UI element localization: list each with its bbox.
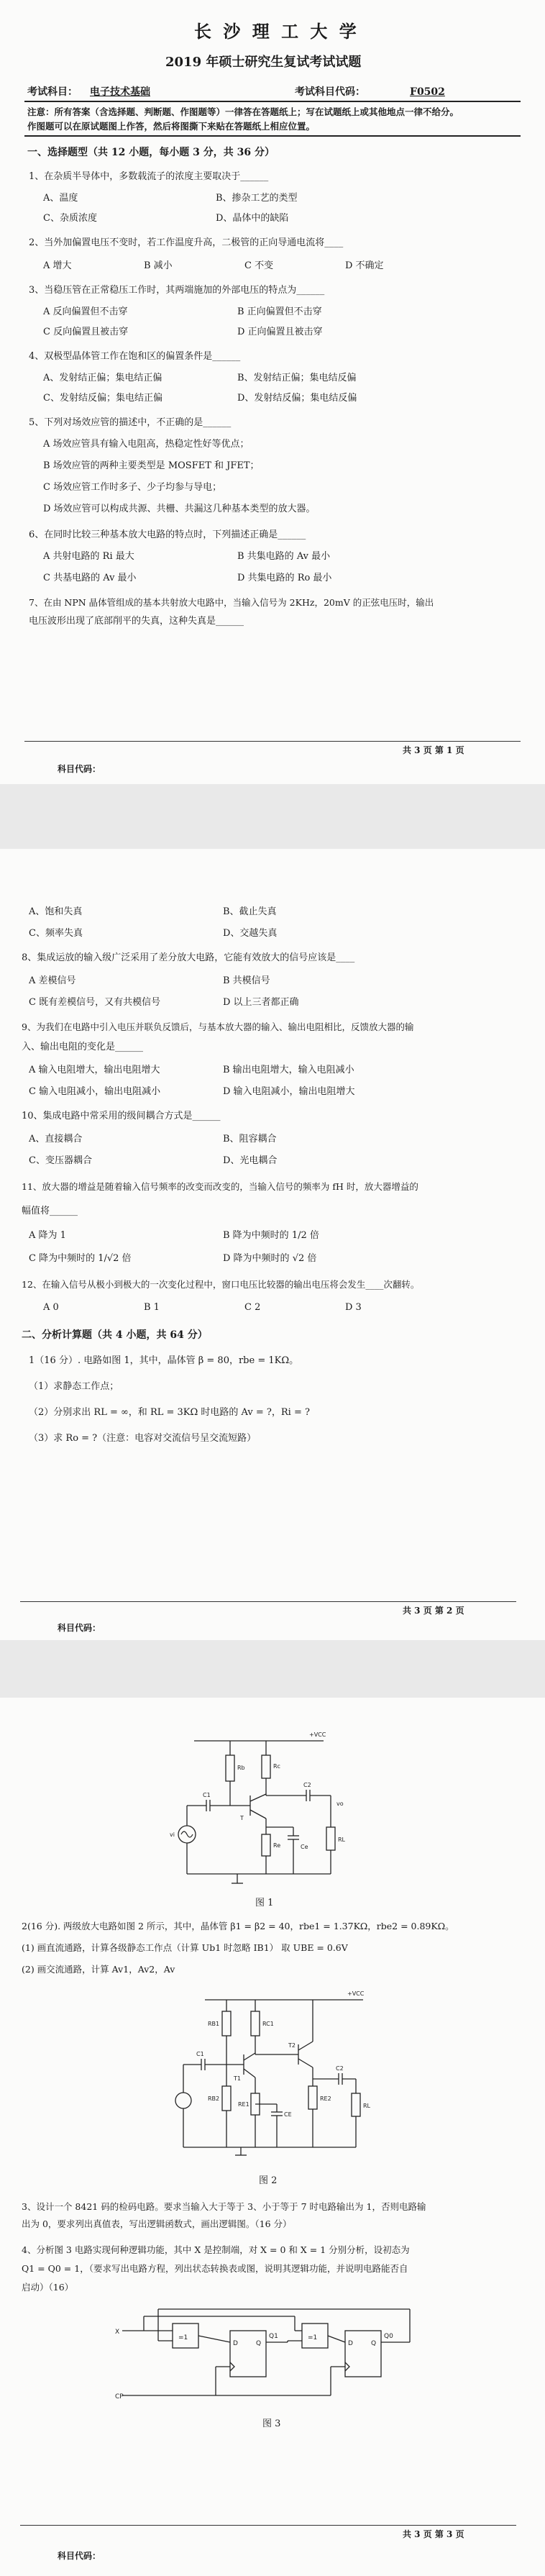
fig1-label-ce: Ce — [301, 1844, 308, 1850]
figure-2-caption: 图 2 — [259, 2175, 278, 2186]
problem-1-part-1: （1）求静态工作点； — [29, 1381, 119, 1392]
figure-1-caption: 图 1 — [255, 1898, 274, 1908]
page-gap — [0, 784, 545, 849]
q11-option-d: D 降为中频时的 √2 倍 — [223, 1253, 317, 1264]
fig2-label-rb2: RB2 — [208, 2095, 220, 2102]
fig3-label-xor-2: =1 — [308, 2334, 318, 2341]
problem-4-line-2: Q1 = Q0 = 1，（要求写出电路方程，列出状态转换表或图，说明其逻辑功能，并说明电路能否自 — [22, 2263, 408, 2274]
q4-option-b: B、发射结正偏；集电结反偏 — [237, 373, 357, 383]
fig2-label-rb1: RB1 — [208, 2021, 220, 2027]
fig3-label-q1-pin: Q — [256, 2340, 262, 2347]
q7-option-b: B、截止失真 — [223, 906, 277, 917]
q12-option-b: B 1 — [144, 1302, 160, 1313]
exam-title: 2019 年硕士研究生复试考试试题 — [165, 55, 362, 70]
fig1-label-vi: vi — [170, 1831, 175, 1838]
fig2-label-t1: T1 — [234, 2075, 241, 2082]
question-1: 1、在杂质半导体中，多数载流子的浓度主要取决于______ — [29, 171, 269, 182]
problem-3-line-2: 出为 0，要求列出真值表，写出逻辑函数式，画出逻辑图。（16 分） — [22, 2218, 292, 2229]
q5-option-b: B 场效应管的两种主要类型是 MOSFET 和 JFET； — [43, 460, 260, 471]
q7-option-c: C、频率失真 — [29, 928, 83, 939]
q4-option-d: D、发射结反偏；集电结反偏 — [237, 393, 357, 404]
question-12: 12、在输入信号从极小到极大的一次变化过程中，窗口电压比较器的输出电压将会发生____次翻转。 — [22, 1279, 420, 1290]
q12-option-d: D 3 — [345, 1302, 362, 1313]
fig3-label-q1: Q1 — [269, 2333, 278, 2340]
q10-option-d: D、光电耦合 — [223, 1155, 278, 1166]
question-9-line-2: 入、输出电阻的变化是______ — [22, 1042, 144, 1052]
footer-subject-code: 科目代码： — [58, 764, 101, 774]
q11-option-b: B 降为中频时的 1/2 倍 — [223, 1230, 319, 1241]
fig2-label-t2: T2 — [288, 2042, 296, 2049]
section-1-title: 一、选择题型（共 12 小题，每小题 3 分，共 36 分） — [27, 147, 275, 158]
q12-option-c: C 2 — [244, 1302, 261, 1313]
q7-option-a: A、饱和失真 — [29, 906, 83, 917]
fig2-label-c2: C2 — [336, 2065, 344, 2072]
q3-option-a: A 反向偏置但不击穿 — [43, 306, 128, 317]
question-4: 4、双极型晶体管工作在饱和区的偏置条件是______ — [29, 351, 241, 362]
q2-option-a: A 增大 — [43, 260, 72, 271]
q4-option-a: A、发射结正偏；集电结正偏 — [43, 373, 162, 383]
section-2-title: 二、分析计算题（共 4 小题，共 64 分） — [22, 1329, 208, 1341]
q11-option-a: A 降为 1 — [29, 1230, 66, 1241]
question-5: 5、下列对场效应管的描述中，不正确的是______ — [29, 417, 232, 428]
q8-option-c: C 既有差模信号，又有共模信号 — [29, 997, 161, 1008]
problem-1-part-2: （2）分别求出 RL = ∞，和 RL = 3KΩ 时电路的 Av = ?，Ri = ? — [29, 1407, 310, 1418]
question-7-line-1: 7、在由 NPN 晶体管组成的基本共射放大电路中，当输入信号为 2KHz，20mV 的正弦电压时，输出 — [29, 597, 434, 608]
q2-option-b: B 减小 — [144, 260, 173, 271]
q2-option-c: C 不变 — [244, 260, 274, 271]
q6-option-b: B 共集电路的 Av 最小 — [237, 551, 331, 562]
q5-option-d: D 场效应管可以构成共源、共栅、共漏这几种基本类型的放大器。 — [43, 504, 316, 514]
page-3 — [0, 1698, 545, 2576]
footer-rule — [20, 2525, 516, 2526]
problem-2: 2(16 分). 两级放大电路如图 2 所示，其中，晶体管 β1 = β2 = 40，rbe1 = 1.37KΩ，rbe2 = 0.89KΩ。 — [22, 1921, 454, 1931]
question-2: 2、当外加偏置电压不变时，若工作温度升高，二极管的正向导通电流将____ — [29, 237, 344, 248]
notice-rule — [24, 135, 521, 137]
q1-option-d: D、晶体中的缺陷 — [216, 213, 289, 224]
question-9-line-1: 9、为我们在电路中引入电压并联负反馈后，与基本放大器的输入、输出电阻相比，反馈放大器的输 — [22, 1021, 414, 1032]
question-7-line-2: 电压波形出现了底部削平的失真，这种失真是______ — [29, 616, 244, 627]
q9-option-c: C 输入电阻减小，输出电阻减小 — [29, 1086, 161, 1097]
fig3-label-q0-pin: Q — [371, 2340, 377, 2347]
q6-option-d: D 共集电路的 Ro 最小 — [237, 573, 332, 583]
problem-4-line-1: 4、分析图 3 电路实现何种逻辑功能，其中 X 是控制端，对 X = 0 和 X = 1 分别分析，设初态为 — [22, 2244, 410, 2255]
fig2-label-rc1: RC1 — [262, 2021, 274, 2027]
fig1-label-rc: Rc — [273, 1763, 280, 1770]
fig1-label-re: Re — [273, 1842, 281, 1849]
problem-3-line-1: 3、设计一个 8421 码的检码电路。要求当输入大于等于 3、小于等于 7 时电路输出为 1，否则电路输 — [22, 2201, 426, 2212]
problem-4-line-3: 启动）（16） — [22, 2282, 74, 2293]
question-11-line-1: 11、放大器的增益是随着输入信号频率的改变而改变的，当输入信号的频率为 fH 时，放大器增益的 — [22, 1181, 418, 1192]
page-gap — [0, 1640, 545, 1698]
fig3-label-xor-1: =1 — [178, 2334, 188, 2341]
footer-rule — [24, 741, 521, 742]
fig2-label-re1: RE1 — [238, 2101, 249, 2108]
footer-page: 共 3 页 第 2 页 — [403, 1606, 464, 1616]
problem-1: 1（16 分）. 电路如图 1，其中，晶体管 β = 80，rbe = 1KΩ。 — [29, 1355, 299, 1366]
q1-option-c: C、杂质浓度 — [43, 213, 97, 224]
q6-option-a: A 共射电路的 Ri 最大 — [43, 551, 134, 562]
page-2 — [0, 849, 545, 1640]
university-name: 长 沙 理 工 大 学 — [194, 21, 359, 42]
q9-option-a: A 输入电阻增大，输出电阻增大 — [29, 1065, 160, 1075]
problem-1-part-3: （3）求 Ro = ?（注意：电容对交流信号呈交流短路） — [29, 1433, 257, 1444]
fig1-label-c1: C1 — [203, 1792, 211, 1798]
footer-rule — [20, 1601, 516, 1602]
notice-line-1: 注意：所有答案（含选择题、判断题、作图题等）一律答在答题纸上；写在试题纸上或其他地点一律不给分。 — [27, 106, 459, 117]
q9-option-d: D 输入电阻减小，输出电阻增大 — [223, 1086, 355, 1097]
q6-option-c: C 共基电路的 Av 最小 — [43, 573, 137, 583]
footer-page: 共 3 页 第 3 页 — [403, 2529, 464, 2539]
q1-option-a: A、温度 — [43, 193, 78, 204]
fig2-label-re2: RE2 — [320, 2095, 331, 2102]
q10-option-a: A、直接耦合 — [29, 1134, 83, 1144]
q8-option-d: D 以上三者都正确 — [223, 997, 299, 1008]
fig1-label-vcc: +VCC — [309, 1731, 326, 1738]
fig1-label-rb: Rb — [237, 1765, 245, 1771]
code-label: 考试科目代码： — [295, 86, 365, 98]
fig1-label-rl: RL — [338, 1837, 346, 1843]
footer-page: 共 3 页 第 1 页 — [403, 745, 464, 755]
q7-option-d: D、交越失真 — [223, 928, 278, 939]
code-value: F0502 — [410, 86, 445, 98]
q8-option-b: B 共模信号 — [223, 975, 270, 986]
q11-option-c: C 降为中频时的 1/√2 倍 — [29, 1253, 132, 1264]
fig1-label-vo: vo — [336, 1801, 344, 1807]
q10-option-c: C、变压器耦合 — [29, 1155, 92, 1166]
notice-line-2: 作图题可以在原试题图上作答，然后将图撕下来贴在答题纸上相应位置。 — [27, 121, 316, 132]
figure-1-circuit — [165, 1726, 352, 1892]
problem-2-part-2: (2) 画交流通路，计算 Av1，Av2，Av — [22, 1964, 175, 1975]
fig2-label-rl: RL — [363, 2103, 371, 2109]
q8-option-a: A 差模信号 — [29, 975, 76, 986]
figure-2-circuit — [169, 1985, 377, 2165]
question-8: 8、集成运放的输入级广泛采用了差分放大电路，它能有效放大的信号应该是____ — [22, 952, 355, 963]
fig2-label-ce: CE — [284, 2111, 292, 2118]
subject-name: 电子技术基础 — [90, 86, 150, 98]
q12-option-a: A 0 — [43, 1302, 59, 1313]
question-10: 10、集成电路中常采用的级间耦合方式是______ — [22, 1111, 221, 1121]
subject-label: 考试科目： — [27, 86, 78, 98]
figure-3-logic-circuit — [115, 2302, 431, 2410]
q3-option-c: C 反向偏置且被击穿 — [43, 327, 129, 337]
q5-option-a: A 场效应管具有输入电阻高，热稳定性好等优点； — [43, 439, 249, 450]
q1-option-b: B、掺杂工艺的类型 — [216, 193, 298, 204]
fig3-label-x: X — [115, 2329, 120, 2336]
figure-3-caption: 图 3 — [262, 2418, 281, 2429]
fig3-label-cp: CP — [115, 2393, 124, 2400]
fig3-label-d1: D — [233, 2340, 238, 2347]
q3-option-b: B 正向偏置但不击穿 — [237, 306, 322, 317]
footer-subject-code: 科目代码： — [58, 1623, 101, 1633]
q3-option-d: D 正向偏置且被击穿 — [237, 327, 323, 337]
fig2-label-c1: C1 — [196, 2051, 204, 2057]
fig1-label-c2: C2 — [303, 1782, 311, 1788]
question-3: 3、当稳压管在正常稳压工作时，其两端施加的外部电压的特点为______ — [29, 285, 325, 296]
question-11-line-2: 幅值将______ — [22, 1206, 78, 1216]
q4-option-c: C、发射结反偏；集电结正偏 — [43, 393, 162, 404]
fig1-label-t: T — [240, 1815, 244, 1821]
fig2-label-vcc: +VCC — [347, 1990, 365, 1997]
q5-option-c: C 场效应管工作时多子、少子均参与导电； — [43, 482, 222, 493]
fig3-label-q0: Q0 — [384, 2333, 393, 2340]
footer-subject-code: 科目代码： — [58, 2551, 101, 2561]
header-rule — [24, 101, 521, 102]
q2-option-d: D 不确定 — [345, 260, 384, 271]
problem-2-part-1: (1) 画直流通路，计算各级静态工作点（计算 Ub1 时忽略 IB1） 取 UBE = 0.6V — [22, 1942, 348, 1953]
question-6: 6、在同时比较三种基本放大电路的特点时，下列描述正确是______ — [29, 529, 306, 540]
fig3-label-d0: D — [348, 2340, 353, 2347]
q10-option-b: B、阻容耦合 — [223, 1134, 277, 1144]
page-1 — [0, 0, 545, 784]
q9-option-b: B 输出电阻增大，输入电阻减小 — [223, 1065, 354, 1075]
